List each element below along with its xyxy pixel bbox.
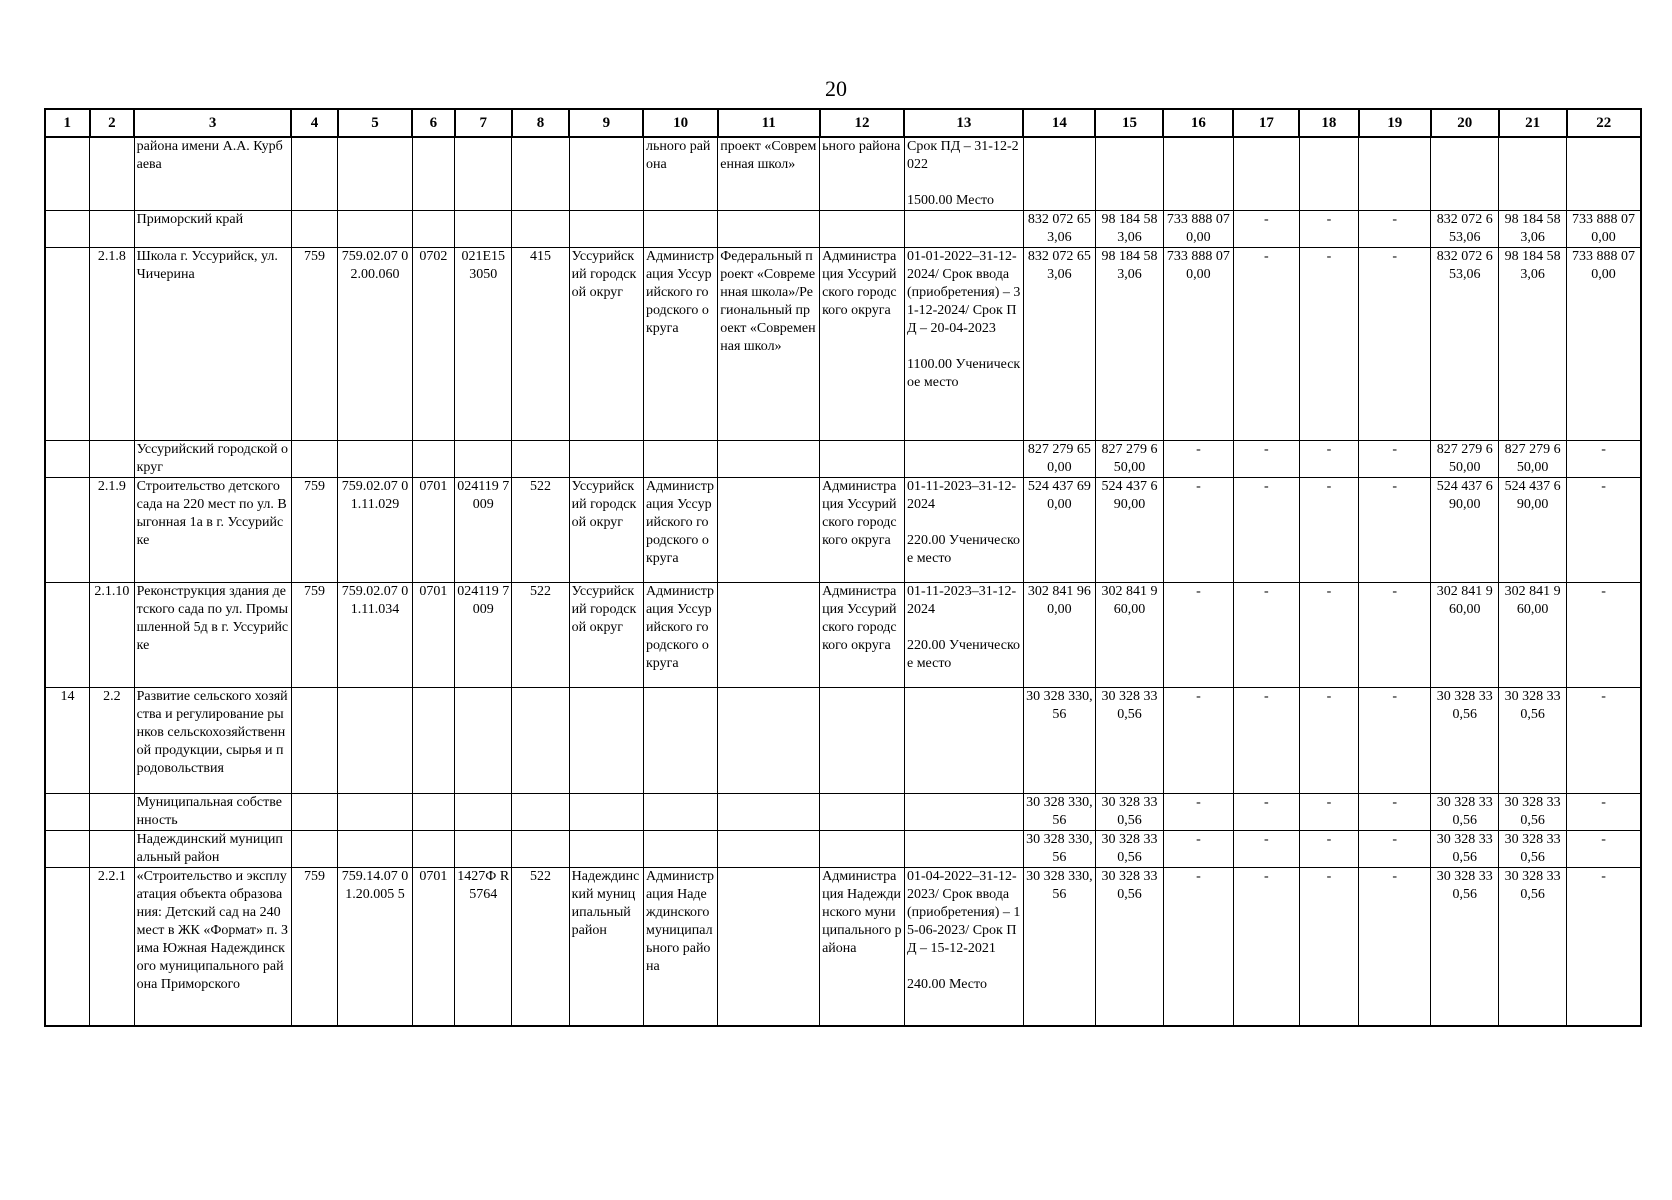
table-cell [569,794,643,831]
table-cell [291,688,338,794]
table-cell: - [1233,831,1299,868]
table-cell: 2.2 [90,688,135,794]
table-cell [412,137,454,211]
table-cell: 30 328 330,56 [1023,794,1095,831]
table-cell: льного района [643,137,717,211]
page-number: 20 [825,76,847,101]
table-cell [291,211,338,248]
table-cell: 524 437 690,00 [1499,478,1567,583]
table-cell: 302 841 960,00 [1095,583,1163,688]
table-cell: 024119 7009 [455,478,512,583]
table-body [45,109,1641,1026]
table-cell: «Строительство и эксплуатация объекта образования: Детский сад на 240 мест в ЖК «Формат» п. Зима Южная Надеждинского муниципального района Приморского [134,868,291,1026]
table-cell: - [1359,868,1431,1026]
table-cell: 14 [45,688,90,794]
column-header: 17 [1233,109,1299,137]
column-header: 12 [820,109,905,137]
table-cell [412,688,454,794]
table-cell [1359,137,1431,211]
table-cell: - [1359,211,1431,248]
column-header: 1 [45,109,90,137]
table-cell: 415 [512,248,569,441]
table-row [45,688,1641,794]
table-cell [512,688,569,794]
table-cell: 01-04-2022–31-12-2023/ Срок ввода (приобретения) – 15-06-2023/ Срок ПД – 15-12-2021 240.00 Место [904,868,1023,1026]
table-row [45,478,1641,583]
column-header: 2 [90,109,135,137]
table-cell: Надеждинский муниципальный район [569,868,643,1026]
table-cell [512,441,569,478]
table-cell: 733 888 070,00 [1567,248,1641,441]
table-cell [569,137,643,211]
table-row [45,868,1641,1026]
table-cell [569,211,643,248]
table-cell: - [1359,478,1431,583]
table-cell: 759.02.07 02.00.060 [338,248,412,441]
table-cell: 01-01-2022–31-12-2024/ Срок ввода (приобретения) – 31-12-2024/ Срок ПД – 20-04-2023 1100.00 Ученическое место [904,248,1023,441]
table-cell [569,688,643,794]
table-cell: 2.1.9 [90,478,135,583]
table-cell [1095,137,1163,211]
table-cell: - [1567,794,1641,831]
table-cell: 98 184 583,06 [1095,248,1163,441]
table-row [45,831,1641,868]
table-row [45,441,1641,478]
table-cell [1499,137,1567,211]
table-cell: 30 328 330,56 [1095,868,1163,1026]
table-cell: - [1567,583,1641,688]
table-cell: - [1567,831,1641,868]
column-header: 22 [1567,109,1641,137]
table-cell [1023,137,1095,211]
table-cell [455,211,512,248]
table-cell: Муниципальная собственность [134,794,291,831]
table-cell [45,868,90,1026]
table-cell: 98 184 583,06 [1095,211,1163,248]
table-cell: 2.1.10 [90,583,135,688]
table-cell [338,441,412,478]
table-cell: 0701 [412,868,454,1026]
table-cell [569,441,643,478]
table-cell: Уссурийский городской округ [134,441,291,478]
table-row [45,211,1641,248]
table-cell: - [1233,688,1299,794]
column-header: 6 [412,109,454,137]
table-row [45,248,1641,441]
table-cell: - [1299,583,1358,688]
table-cell: 522 [512,868,569,1026]
table-cell: Администрация Уссурийского городского округа [820,478,905,583]
table-cell: - [1359,248,1431,441]
table-cell: 30 328 330,56 [1023,688,1095,794]
table-cell: Реконструкция здания детского сада по ул. Промышленной 5д в г. Уссурийске [134,583,291,688]
table-cell: Федеральный проект «Современная школа»/Региональный проект «Современная школ» [718,248,820,441]
table-cell: - [1163,478,1233,583]
table-cell: Администрация Надеждинского муниципального района [820,868,905,1026]
column-header: 16 [1163,109,1233,137]
table-cell [512,137,569,211]
table-cell: - [1359,688,1431,794]
table-cell: 30 328 330,56 [1431,831,1499,868]
table-cell: Надеждинский муниципальный район [134,831,291,868]
table-cell [512,211,569,248]
table-cell: 30 328 330,56 [1023,868,1095,1026]
table-cell [718,211,820,248]
column-header: 18 [1299,109,1358,137]
table-cell: 0701 [412,478,454,583]
table-cell [45,478,90,583]
table-cell: Срок ПД – 31-12-2022 1500.00 Место [904,137,1023,211]
table-cell: 30 328 330,56 [1499,831,1567,868]
table-cell: 759 [291,583,338,688]
table-cell: 0702 [412,248,454,441]
table-row [45,794,1641,831]
table-cell [455,831,512,868]
table-cell [512,831,569,868]
table-cell: 524 437 690,00 [1023,478,1095,583]
table-cell: Уссурийский городской округ [569,248,643,441]
table-cell: - [1163,441,1233,478]
budget-table [44,108,1642,1027]
table-cell: 827 279 650,00 [1095,441,1163,478]
column-header: 10 [643,109,717,137]
table-cell: 30 328 330,56 [1095,688,1163,794]
table-cell: ьного района [820,137,905,211]
table-cell [455,441,512,478]
table-cell: - [1299,688,1358,794]
table-cell [412,794,454,831]
table-cell [338,211,412,248]
column-header: 9 [569,109,643,137]
table-cell [291,831,338,868]
table-cell [45,583,90,688]
table-cell: 832 072 653,06 [1431,248,1499,441]
table-cell: Развитие сельского хозяйства и регулирование рынков сельскохозяйственной продукции, сырья и продовольствия [134,688,291,794]
table-cell [45,248,90,441]
table-cell: - [1233,211,1299,248]
table-cell [643,441,717,478]
table-cell: 98 184 583,06 [1499,248,1567,441]
table-cell [904,688,1023,794]
table-cell [45,441,90,478]
table-cell: 302 841 960,00 [1499,583,1567,688]
table-cell: - [1299,211,1358,248]
table-cell: Администрация Уссурийского городского округа [643,583,717,688]
column-header: 14 [1023,109,1095,137]
table-cell: - [1359,794,1431,831]
table-cell [90,794,135,831]
table-cell [904,441,1023,478]
table-cell [45,211,90,248]
table-cell: 98 184 583,06 [1499,211,1567,248]
table-cell: - [1233,794,1299,831]
table-cell [643,794,717,831]
table-cell [1299,137,1358,211]
table-cell: - [1163,794,1233,831]
table-cell: - [1359,441,1431,478]
column-header: 3 [134,109,291,137]
column-header: 13 [904,109,1023,137]
table-cell [45,794,90,831]
table-cell: 832 072 653,06 [1023,248,1095,441]
table-cell: 759.02.07 01.11.029 [338,478,412,583]
column-header: 20 [1431,109,1499,137]
table-cell [820,831,905,868]
table-cell [455,137,512,211]
table-cell: 30 328 330,56 [1431,868,1499,1026]
table-cell: - [1299,794,1358,831]
table-cell [904,794,1023,831]
table-cell: 021E15 3050 [455,248,512,441]
table-cell: 759 [291,478,338,583]
table-cell [291,137,338,211]
table-cell: 733 888 070,00 [1163,211,1233,248]
table-cell: - [1233,478,1299,583]
column-header: 21 [1499,109,1567,137]
table-cell: 1427Ф R5764 [455,868,512,1026]
table-cell: 30 328 330,56 [1095,831,1163,868]
table-cell [412,831,454,868]
table-cell: 759.02.07 01.11.034 [338,583,412,688]
table-cell [90,137,135,211]
table-cell: - [1567,868,1641,1026]
table-cell: - [1233,248,1299,441]
table-cell: 01-11-2023–31-12-2024 220.00 Ученическое место [904,478,1023,583]
table-cell [1163,137,1233,211]
table-cell: 30 328 330,56 [1095,794,1163,831]
table-cell [820,794,905,831]
table-cell [904,831,1023,868]
table-cell: 524 437 690,00 [1095,478,1163,583]
table-cell: - [1299,831,1358,868]
table-cell [291,441,338,478]
table-cell [412,211,454,248]
table-cell [338,688,412,794]
table-cell [643,211,717,248]
table-cell: - [1163,831,1233,868]
table-cell: - [1359,583,1431,688]
table-cell: 302 841 960,00 [1023,583,1095,688]
table-cell [820,441,905,478]
table-cell: Уссурийский городской округ [569,583,643,688]
table-cell: 524 437 690,00 [1431,478,1499,583]
table-cell: 759.14.07 01.20.005 5 [338,868,412,1026]
table-cell: - [1299,248,1358,441]
column-header: 15 [1095,109,1163,137]
table-cell [1567,137,1641,211]
table-cell [90,831,135,868]
table-cell: - [1233,583,1299,688]
table-cell: - [1163,583,1233,688]
table-cell: 302 841 960,00 [1431,583,1499,688]
table-cell: - [1299,868,1358,1026]
column-header: 19 [1359,109,1431,137]
table-cell: - [1299,478,1358,583]
column-header: 8 [512,109,569,137]
table-cell: - [1163,868,1233,1026]
column-header: 11 [718,109,820,137]
table-cell [338,831,412,868]
table-cell: 832 072 653,06 [1023,211,1095,248]
table-cell: - [1567,478,1641,583]
table-cell [718,794,820,831]
table-cell: 30 328 330,56 [1499,688,1567,794]
table-cell [90,441,135,478]
table-cell [412,441,454,478]
table-cell [643,831,717,868]
table-cell [718,831,820,868]
table-cell: - [1567,441,1641,478]
table-cell [820,211,905,248]
column-header: 7 [455,109,512,137]
table-cell: 759 [291,248,338,441]
table-row [45,583,1641,688]
table-cell: 522 [512,583,569,688]
table-cell [1431,137,1499,211]
table-cell: 30 328 330,56 [1431,688,1499,794]
table-cell: 827 279 650,00 [1023,441,1095,478]
table-cell [512,794,569,831]
table-cell [904,211,1023,248]
table-cell: района имени А.А. Курбаева [134,137,291,211]
table-cell: - [1567,688,1641,794]
table-cell: 01-11-2023–31-12-2024 220.00 Ученическое место [904,583,1023,688]
table-cell: 30 328 330,56 [1023,831,1095,868]
table-cell: - [1233,868,1299,1026]
table-cell: 759 [291,868,338,1026]
table-cell [338,794,412,831]
table-cell: 522 [512,478,569,583]
table-cell [45,137,90,211]
table-cell: 827 279 650,00 [1431,441,1499,478]
table-cell [718,441,820,478]
table-cell: 024119 7009 [455,583,512,688]
table-cell: Школа г. Уссурийск, ул. Чичерина [134,248,291,441]
table-cell: - [1359,831,1431,868]
table-cell: проект «Современная школ» [718,137,820,211]
table-cell: 2.2.1 [90,868,135,1026]
table-cell [718,478,820,583]
table-cell: 733 888 070,00 [1163,248,1233,441]
table-row [45,137,1641,211]
table-cell [338,137,412,211]
table-cell [45,831,90,868]
table-cell [90,211,135,248]
table-cell: Строительство детского сада на 220 мест по ул. Выгонная 1а в г. Уссурийске [134,478,291,583]
table-cell: Уссурийский городской округ [569,478,643,583]
table-cell: Администрация Уссурийского городского округа [643,248,717,441]
table-cell: Приморский край [134,211,291,248]
table-cell [1233,137,1299,211]
table-cell [291,794,338,831]
table-cell: - [1233,441,1299,478]
column-header: 5 [338,109,412,137]
column-header: 4 [291,109,338,137]
table-cell: 2.1.8 [90,248,135,441]
table-cell: Администрация Уссурийского городского округа [820,248,905,441]
table-cell: 827 279 650,00 [1499,441,1567,478]
header-row [45,109,1641,137]
table-cell [455,794,512,831]
table-cell [718,583,820,688]
table-cell: 30 328 330,56 [1499,868,1567,1026]
table-cell: - [1299,441,1358,478]
table-cell [643,688,717,794]
table-cell: 832 072 653,06 [1431,211,1499,248]
table-cell: - [1163,688,1233,794]
table-cell [569,831,643,868]
table-cell [455,688,512,794]
table-cell: 733 888 070,00 [1567,211,1641,248]
table-cell: 30 328 330,56 [1499,794,1567,831]
table-cell: Администрация Уссурийского городского округа [820,583,905,688]
table-cell [718,688,820,794]
table-cell: Администрация Уссурийского городского округа [643,478,717,583]
table-cell [718,868,820,1026]
table-cell [820,688,905,794]
table-cell: Администрация Надеждинского муниципального района [643,868,717,1026]
table-cell: 0701 [412,583,454,688]
table-cell: 30 328 330,56 [1431,794,1499,831]
